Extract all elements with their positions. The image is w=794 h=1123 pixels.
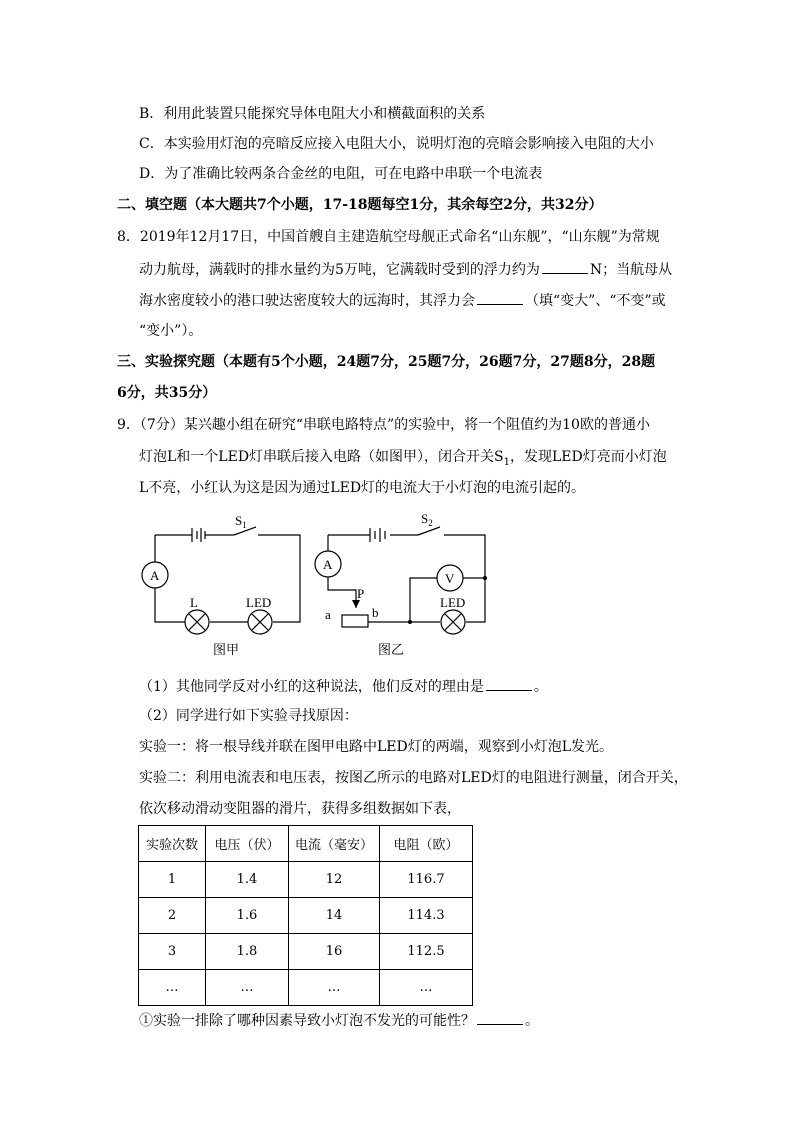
yi-led-label: LED — [440, 595, 466, 610]
q9-line2-sub: 1 — [503, 456, 511, 468]
table-cell: 2 — [139, 898, 206, 934]
q9-blank1[interactable] — [486, 676, 532, 691]
section2-heading: 二、填空题（本大题共7个小题，17-18题每空1分，其余每空2分，共32分） — [117, 197, 603, 213]
jia-caption: 图甲 — [213, 643, 240, 658]
q8-line2a: 动力航母，满载时的排水量约为5万吨，它满载时受到的浮力约为 — [139, 262, 540, 278]
q8-line3b: （填“变大”、“不变”或 — [525, 293, 666, 309]
q9-sub1a: （1）其他同学反对小红的这种说法，他们反对的理由是 — [139, 679, 484, 695]
q8-line3a: 海水密度较小的港口驶达密度较大的远海时，其浮力会 — [139, 293, 475, 309]
table-cell: 116.7 — [380, 862, 473, 898]
table-row — [139, 934, 473, 970]
section3-heading2: 6分，共35分） — [117, 385, 217, 401]
table-cell: … — [139, 970, 206, 1006]
table-cell: 1 — [139, 862, 206, 898]
table-cell: 112.5 — [380, 934, 473, 970]
q9-line3: L不亮，小红认为这是因为通过LED灯的电流大于小灯泡的电流引起的。 — [139, 480, 586, 496]
q8-line2b: N；当航母从 — [589, 262, 673, 278]
table-cell: 16 — [289, 934, 380, 970]
table-row — [139, 898, 473, 934]
jia-led-label: LED — [246, 595, 272, 610]
q9-question-1 — [139, 1010, 539, 1031]
table-header: 电阻（欧） — [380, 826, 473, 862]
q9-sub2: （2）同学进行如下实验寻找原因： — [139, 708, 358, 724]
q9-sub1 — [139, 676, 548, 697]
yi-b-label: b — [372, 605, 379, 620]
table-cell: 1.8 — [206, 934, 289, 970]
q8-line4: “变小”）。 — [139, 323, 203, 339]
q8-line1: 8．2019年12月17日，中国首艘自主建造航空母舰正式命名“山东舰”，“山东舰”为常规 — [117, 229, 660, 245]
table-header: 实验次数 — [139, 826, 206, 862]
table-row — [139, 970, 473, 1006]
yi-switch-label: $S_2$ — [421, 511, 433, 528]
yi-p-label: P — [357, 586, 365, 601]
q9-question-1a: ①实验一排除了哪种因素导致小灯泡不发光的可能性？ — [139, 1013, 475, 1029]
q9-exp2a: 实验二：利用电流表和电压表，按图乙所示的电路对LED灯的电阻进行测量，闭合开关， — [139, 770, 688, 786]
table-cell: 14 — [289, 898, 380, 934]
option-b: B．利用此装置只能探究导体电阻大小和横截面积的关系 — [139, 106, 486, 122]
q9-line1: 9．（7分）某兴趣小组在研究“串联电路特点”的实验中，将一个阻值约为10欧的普通小 — [117, 417, 650, 433]
jia-lamp-label: L — [190, 595, 198, 610]
table-header-row — [139, 826, 473, 862]
q9-line2b: ，发现LED灯亮而小灯泡 — [510, 449, 667, 465]
q9-question-1b: 。 — [525, 1013, 539, 1029]
table-row — [139, 862, 473, 898]
table-cell: 114.3 — [380, 898, 473, 934]
q9-exp1: 实验一：将一根导线并联在图甲电路中LED灯的两端，观察到小灯泡L发光。 — [139, 739, 614, 755]
table-header: 电流（毫安） — [289, 826, 380, 862]
table-cell: … — [206, 970, 289, 1006]
table-cell: … — [289, 970, 380, 1006]
jia-ammeter-label: A — [150, 568, 160, 583]
table-cell: 1.6 — [206, 898, 289, 934]
q9-line2a: 灯泡L和一个LED灯串联后接入电路（如图甲），闭合开关S — [139, 449, 504, 465]
yi-ammeter-label: A — [323, 557, 333, 572]
q9-blank2[interactable] — [477, 1010, 523, 1025]
yi-a-label: a — [325, 607, 331, 622]
option-c: C．本实验用灯泡的亮暗反应接入电阻大小，说明灯泡的亮暗会影响接入电阻的大小 — [139, 136, 654, 152]
yi-caption: 图乙 — [378, 643, 405, 658]
option-d: D．为了准确比较两条合金丝的电阻，可在电路中串联一个电流表 — [139, 166, 543, 182]
q9-exp2b: 依次移动滑动变阻器的滑片，获得多组数据如下表， — [139, 801, 461, 817]
section3-heading1: 三、实验探究题（本题有5个小题，24题7分，25题7分，26题7分，27题8分，28题 — [117, 354, 656, 370]
table-header: 电压（伏） — [206, 826, 289, 862]
table-cell: 3 — [139, 934, 206, 970]
table-cell: 1.4 — [206, 862, 289, 898]
table-cell: 12 — [289, 862, 380, 898]
data-table — [138, 825, 473, 1006]
jia-switch-label: $S_1$ — [235, 513, 247, 530]
q9-sub1b: 。 — [533, 679, 548, 695]
table-cell: … — [380, 970, 473, 1006]
yi-voltmeter-label: V — [445, 571, 455, 586]
